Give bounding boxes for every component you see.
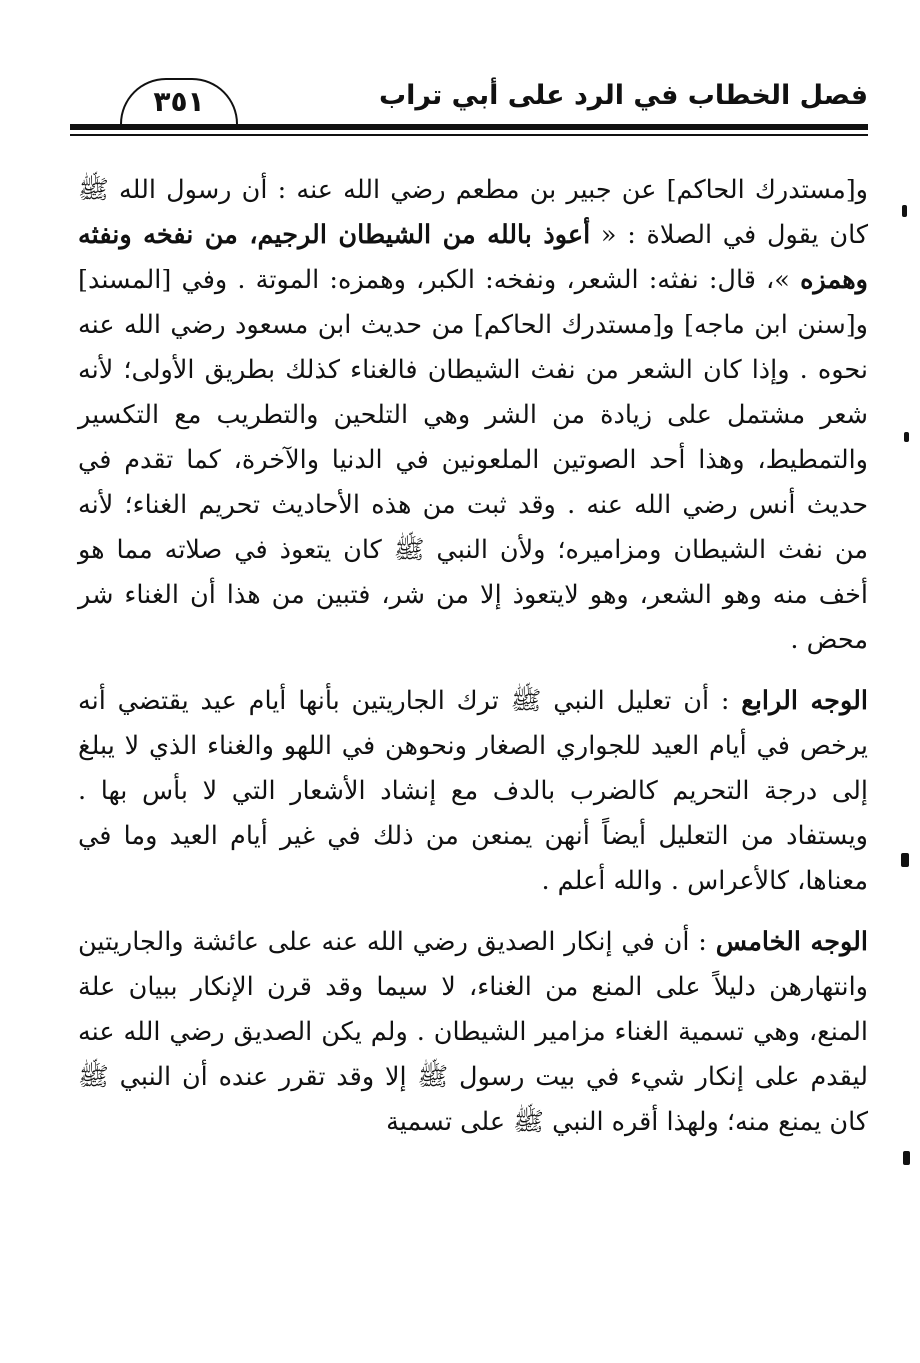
- margin-mark: [904, 432, 909, 442]
- page-header: [70, 70, 868, 140]
- margin-mark: [902, 205, 907, 217]
- paragraph: [78, 920, 868, 1145]
- text-segment: : أن في إنكار الصديق رضي الله عنه على عائشة والجاريتين وانتهارهن دليلاً على المنع من الغناء، لا سيما وقد قرن الإنكار ببيان علة المنع، وهي تسمية الغناء مزامير الشيطان . ولم يكن الصديق رضي الله عنه ليقدم على إنكار شيء في بيت رسول ﷺ إلا وقد تقرر عنده أن النبي ﷺ كان يمنع منه؛ ولهذا أقره النبي ﷺ على تسمية: [78, 927, 868, 1137]
- page-number: ٣٥١: [153, 85, 205, 118]
- margin-mark: [903, 1151, 910, 1165]
- paragraph: [78, 168, 868, 663]
- page-number-frame: [120, 78, 238, 124]
- text-segment: : أن تعليل النبي ﷺ ترك الجاريتين بأنها أيام عيد يقتضي أنه يرخص في أيام العيد للجواري الصغار ونحوهن في اللهو والغناء الذي لا يبلغ إلى درجة التحريم كالضرب بالدف مع إنشاد الأشعار التي لا بأس بها . ويستفاد من التعليل أيضاً أنهن يمنعن من ذلك في غير أيام العيد وما في معناها، كالأعراس . والله أعلم .: [78, 686, 868, 896]
- header-rule-thick: [70, 124, 868, 130]
- text-segment: و[مستدرك الحاكم] عن جبير بن مطعم رضي الله عنه : أن رسول الله ﷺ كان يقول في الصلاة : «: [78, 175, 869, 250]
- running-title: فصل الخطاب في الرد على أبي تراب: [378, 80, 868, 111]
- bold-text-segment: الوجه الخامس: [715, 927, 869, 957]
- bold-text-segment: أعوذ بالله من الشيطان الرجيم، من نفخه ونفثه وهمزه: [78, 220, 868, 295]
- paragraph: [78, 679, 868, 904]
- body-text: [78, 168, 868, 1161]
- text-segment: »، قال: نفثه: الشعر، ونفخه: الكبر، وهمزه: الموتة . وفي [المسند] و[سنن ابن ماجه] و[مستدرك الحاكم] من حديث ابن مسعود رضي الله عنه نحوه . وإذا كان الشعر من نفث الشيطان فالغناء كذلك بطريق الأولى؛ لأنه شعر مشتمل على زيادة من الشر وهي التلحين والتطريب مع التكسير والتمطيط، وهذا أحد الصوتين الملعونين في الدنيا والآخرة، كما تقدم في حديث أنس رضي الله عنه . وقد ثبت من هذه الأحاديث تحريم الغناء؛ لأنه من نفث الشيطان ومزاميره؛ ولأن النبي ﷺ كان يتعوذ في صلاته مما هو أخف منه وهو الشعر، وهو لايتعوذ إلا من شر، فتبين من هذا أن الغناء شر محض .: [78, 265, 868, 655]
- header-rule-thin: [70, 134, 868, 136]
- bold-text-segment: الوجه الرابع: [741, 686, 868, 716]
- margin-mark: [901, 853, 909, 867]
